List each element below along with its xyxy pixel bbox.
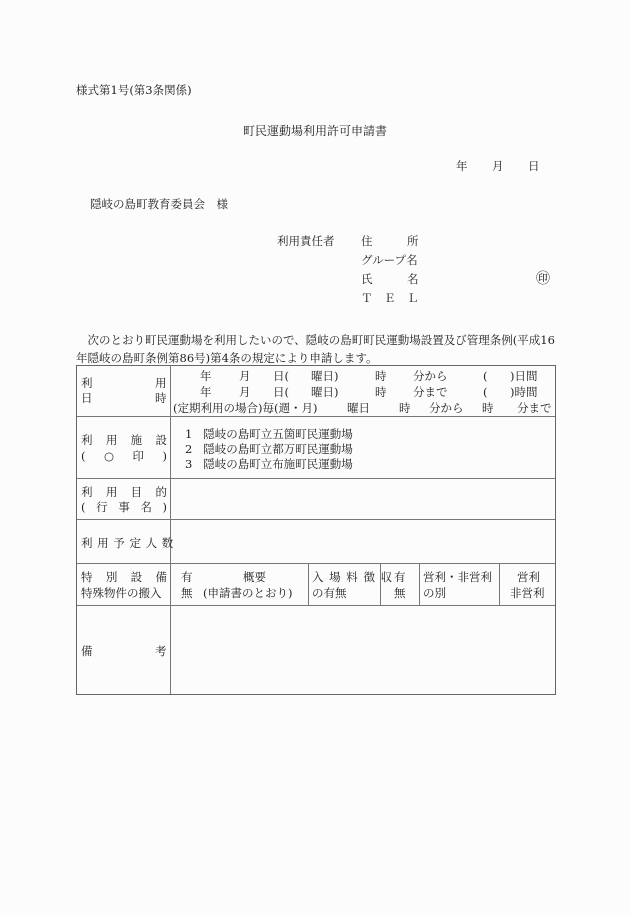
- remarks-label-right: 考: [155, 644, 167, 658]
- hours-unit: )時間: [510, 385, 538, 399]
- form-number: 様式第1号(第3条関係): [76, 83, 192, 97]
- minute-to-unit: 分まで: [517, 401, 552, 415]
- summary-note: (申請書のとおり): [203, 586, 293, 600]
- datetime-label-l1a: 利: [81, 376, 93, 390]
- summary-title: 概要: [243, 570, 266, 584]
- date-month-label: 月: [492, 159, 504, 173]
- datetime-label-l1b: 用: [155, 376, 167, 390]
- day-unit: 日(: [273, 369, 289, 383]
- profit-label: 営利・非営利: [423, 570, 492, 584]
- weekday-unit: 曜日): [311, 369, 339, 383]
- attendance-label: 利 用 予 定 人 数: [81, 536, 174, 550]
- day-unit: 日(: [273, 385, 289, 399]
- applicant-label: 利用責任者: [277, 234, 335, 248]
- facility-option-2[interactable]: 2 隠岐の島町立都万町民運動場: [185, 442, 353, 456]
- month-unit: 月: [239, 385, 251, 399]
- minute-from-unit: 分から: [413, 369, 448, 383]
- fee-label-line2: の有無: [312, 586, 347, 600]
- paren-open: (: [483, 369, 488, 383]
- intro-text: 次のとおり町民運動場を利用したいので、隠岐の島町町民運動場設置及び管理条例(平成16年隠岐の島町条例第86号)第4条の規定により申請します。: [76, 333, 555, 365]
- equipment-yes-option[interactable]: 有: [181, 570, 193, 584]
- date-year-label: 年: [456, 159, 468, 173]
- facility-label: 利 用 施 設: [81, 433, 167, 447]
- equipment-label-line2: 特殊物件の搬入: [81, 586, 162, 600]
- equipment-no-option[interactable]: 無: [181, 586, 193, 600]
- weekday-unit: 曜日): [311, 385, 339, 399]
- page-title: 町民運動場利用許可申請書: [242, 124, 387, 138]
- facility-label-note: ( ○ 印 ): [81, 449, 167, 463]
- equipment-label: 特 別 設 備: [81, 570, 167, 584]
- remarks-field[interactable]: [174, 609, 554, 691]
- non-profit-option[interactable]: 非営利: [510, 586, 545, 600]
- datetime-label-l2b: 時: [155, 391, 167, 405]
- tel-field[interactable]: [425, 291, 555, 305]
- remarks-label-left: 備: [81, 644, 93, 658]
- fee-yes-option[interactable]: 有: [394, 570, 406, 584]
- addressee: 隠岐の島町教育委員会 様: [90, 197, 228, 211]
- purpose-label: 利 用 目 的: [81, 485, 167, 499]
- facility-option-3[interactable]: 3 隠岐の島町立布施町民運動場: [185, 457, 353, 471]
- minute-to-unit: 分まで: [413, 385, 448, 399]
- hour-unit: 時: [482, 401, 494, 415]
- hour-unit: 時: [375, 385, 387, 399]
- days-unit: )日間: [510, 369, 538, 383]
- recurring-label: (定期利用の場合)毎(週・月): [173, 401, 318, 415]
- hour-unit: 時: [399, 401, 411, 415]
- hour-unit: 時: [375, 369, 387, 383]
- seal-icon: ㊞: [536, 271, 550, 287]
- fee-label: 入 場 料 徴 収: [312, 570, 394, 584]
- group-name-label: グループ名: [361, 253, 418, 267]
- date-day-label: 日: [528, 159, 540, 173]
- application-table: [76, 365, 556, 695]
- purpose-label-note: ( 行 事 名 ): [81, 500, 167, 514]
- name-label: 氏 名: [361, 272, 419, 286]
- address-field[interactable]: [425, 234, 555, 248]
- group-name-field[interactable]: [425, 253, 555, 267]
- datetime-label-l2a: 日: [81, 391, 93, 405]
- month-unit: 月: [239, 369, 251, 383]
- year-unit: 年: [200, 385, 212, 399]
- name-field[interactable]: [425, 272, 530, 286]
- tel-label: Ｔ Ｅ Ｌ: [361, 291, 419, 305]
- attendance-field[interactable]: [174, 524, 554, 560]
- weekday-unit: 曜日: [347, 401, 370, 415]
- minute-from-unit: 分から: [429, 401, 464, 415]
- fee-no-option[interactable]: 無: [394, 586, 406, 600]
- paren-open: (: [483, 385, 488, 399]
- year-unit: 年: [200, 369, 212, 383]
- address-label: 住 所: [361, 234, 419, 248]
- profit-label-line2: の別: [423, 586, 446, 600]
- profit-option[interactable]: 営利: [517, 570, 540, 584]
- facility-option-1[interactable]: 1 隠岐の島町立五箇町民運動場: [185, 427, 353, 441]
- purpose-field[interactable]: [174, 482, 554, 516]
